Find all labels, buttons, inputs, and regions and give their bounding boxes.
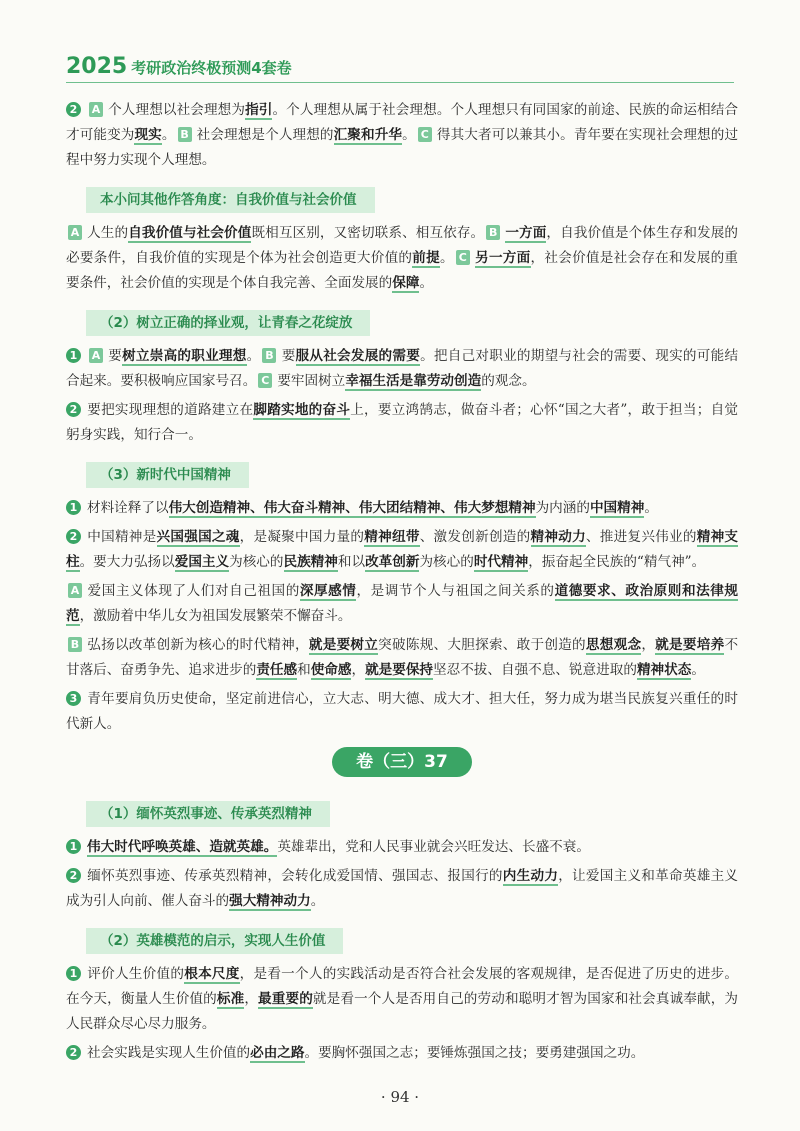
paragraph-spirit-a: A 爱国主义体现了人们对自己祖国的深厚感情，是调节个人与祖国之间关系的道德要求、政治原则和法律规范，激励着中华儿女为祖国发展繁荣不懈奋斗。 [66, 583, 739, 624]
marker-2: 2 [66, 529, 81, 544]
section-title-heroes: （1）缅怀英烈事迹、传承英烈精神 [86, 801, 330, 827]
marker-a: A [68, 225, 82, 240]
paragraph-spirit-3: 3 青年要肩负历史使命，坚定前进信心，立大志、明大德、成大才、担大任，努力成为堪当民族复兴重任的时代新人。 [66, 691, 738, 732]
marker-b: B [178, 127, 192, 142]
section-title-spirit: （3）新时代中国精神 [86, 462, 249, 488]
paragraph-career-2: 2 要把实现理想的道路建立在脚踏实地的奋斗上，要立鸿鹄志，做奋斗者；心怀“国之大者”，敢于担当；自觉躬身实践，知行合一。 [66, 402, 739, 443]
marker-b: B [68, 637, 82, 652]
paragraph-value-1: 1 评价人生价值的根本尺度，是看一个人的实践活动是否符合社会发展的客观规律，是否促进了历史的进步。在今天，衡量人生价值的标准，最重要的就是看一个人是否用自己的劳动和聪明才智为国家和社会真诚奉献，为人民群众尽心尽力服务。 [66, 966, 739, 1032]
section-title-alt: 本小问其他作答角度：自我价值与社会价值 [86, 187, 375, 213]
paragraph-value-2: 2 社会实践是实现人生价值的必由之路。要胸怀强国之志；要锤炼强国之技；要勇建强国之功。 [66, 1041, 738, 1066]
paragraph-spirit-b: B 弘扬以改革创新为核心的时代精神，就是要树立突破陈规、大胆探索、敢于创造的思想观念，就是要培养不甘落后、奋勇争先、追求进步的责任感和使命感，就是要保持坚忍不拔、自强不息、锐意进取的精神状态。 [66, 637, 739, 678]
paragraph-self-value: A 人生的自我价值与社会价值既相互区别，又密切联系、相互依存。 B 一方面，自我价值是个体生存和发展的必要条件，自我价值的实现是个体为社会创造更大价值的前提。 C 另一方面，社会价值是社会存在和发展的重要条件，社会价值的实现是个体自我完善、全面发展的保障。 [66, 225, 739, 291]
section-title-value: （2）英雄模范的启示，实现人生价值 [86, 928, 343, 954]
section-title-career: （2）树立正确的择业观，让青春之花绽放 [86, 310, 370, 336]
paragraph-career-1: 1 A 要树立崇高的职业理想。 B 要服从社会发展的需要。把自己对职业的期望与社会的需要、现实的可能结合起来。要积极响应国家号召。 C 要牢固树立幸福生活是靠劳动创造的观念。 [66, 348, 739, 389]
paragraph-ideal: 2 A 个人理想以社会理想为指引。个人理想从属于社会理想。个人理想只有同国家的前途、民族的命运相结合才可能变为现实。 B 社会理想是个人理想的汇聚和升华。 C 得其大者可以兼其小。青年要在实现社会理想的过程中努力实现个人理想。 [66, 102, 739, 168]
marker-1: 1 [66, 500, 81, 515]
marker-a: A [89, 348, 103, 363]
page-number: · 94 · [380, 1088, 420, 1106]
marker-2: 2 [66, 402, 81, 417]
marker-1: 1 [66, 348, 81, 363]
marker-c: C [418, 127, 432, 142]
marker-c: C [456, 250, 470, 265]
paragraph-spirit-2: 2 中国精神是兴国强国之魂，是凝聚中国力量的精神纽带、激发创新创造的精神动力、推进复兴伟业的精神支柱。要大力弘扬以爱国主义为核心的民族精神和以改革创新为核心的时代精神，振奋起全民族的“精气神”。 [66, 529, 739, 570]
main-content [66, 98, 738, 1070]
marker-2: 2 [66, 868, 81, 883]
marker-a: A [89, 102, 103, 117]
paragraph-heroes-2: 2 缅怀英烈事迹、传承英烈精神，会转化成爱国情、强国志、报国行的内生动力，让爱国主义和革命英雄主义成为引人向前、催人奋斗的强大精神动力。 [66, 868, 739, 909]
marker-2: 2 [66, 1045, 81, 1060]
marker-b: B [262, 348, 276, 363]
header-book-title: 考研政治终极预测4套卷 [131, 59, 292, 77]
marker-b: B [486, 225, 500, 240]
volume-label: 卷（三）37 [332, 747, 472, 777]
marker-1: 1 [66, 839, 81, 854]
marker-2: 2 [66, 102, 81, 117]
marker-3: 3 [66, 691, 81, 706]
marker-1: 1 [66, 966, 81, 981]
marker-a: A [68, 583, 82, 598]
header-year: 2025 [66, 54, 128, 79]
paragraph-heroes-1: 1 伟大时代呼唤英雄、造就英雄。英雄辈出，党和人民事业就会兴旺发达、长盛不衰。 [66, 835, 738, 860]
paragraph-spirit-1: 1 材料诠释了以伟大创造精神、伟大奋斗精神、伟大团结精神、伟大梦想精神为内涵的中国精神。 [66, 496, 738, 521]
page-header [66, 48, 734, 83]
marker-c: C [258, 373, 272, 388]
